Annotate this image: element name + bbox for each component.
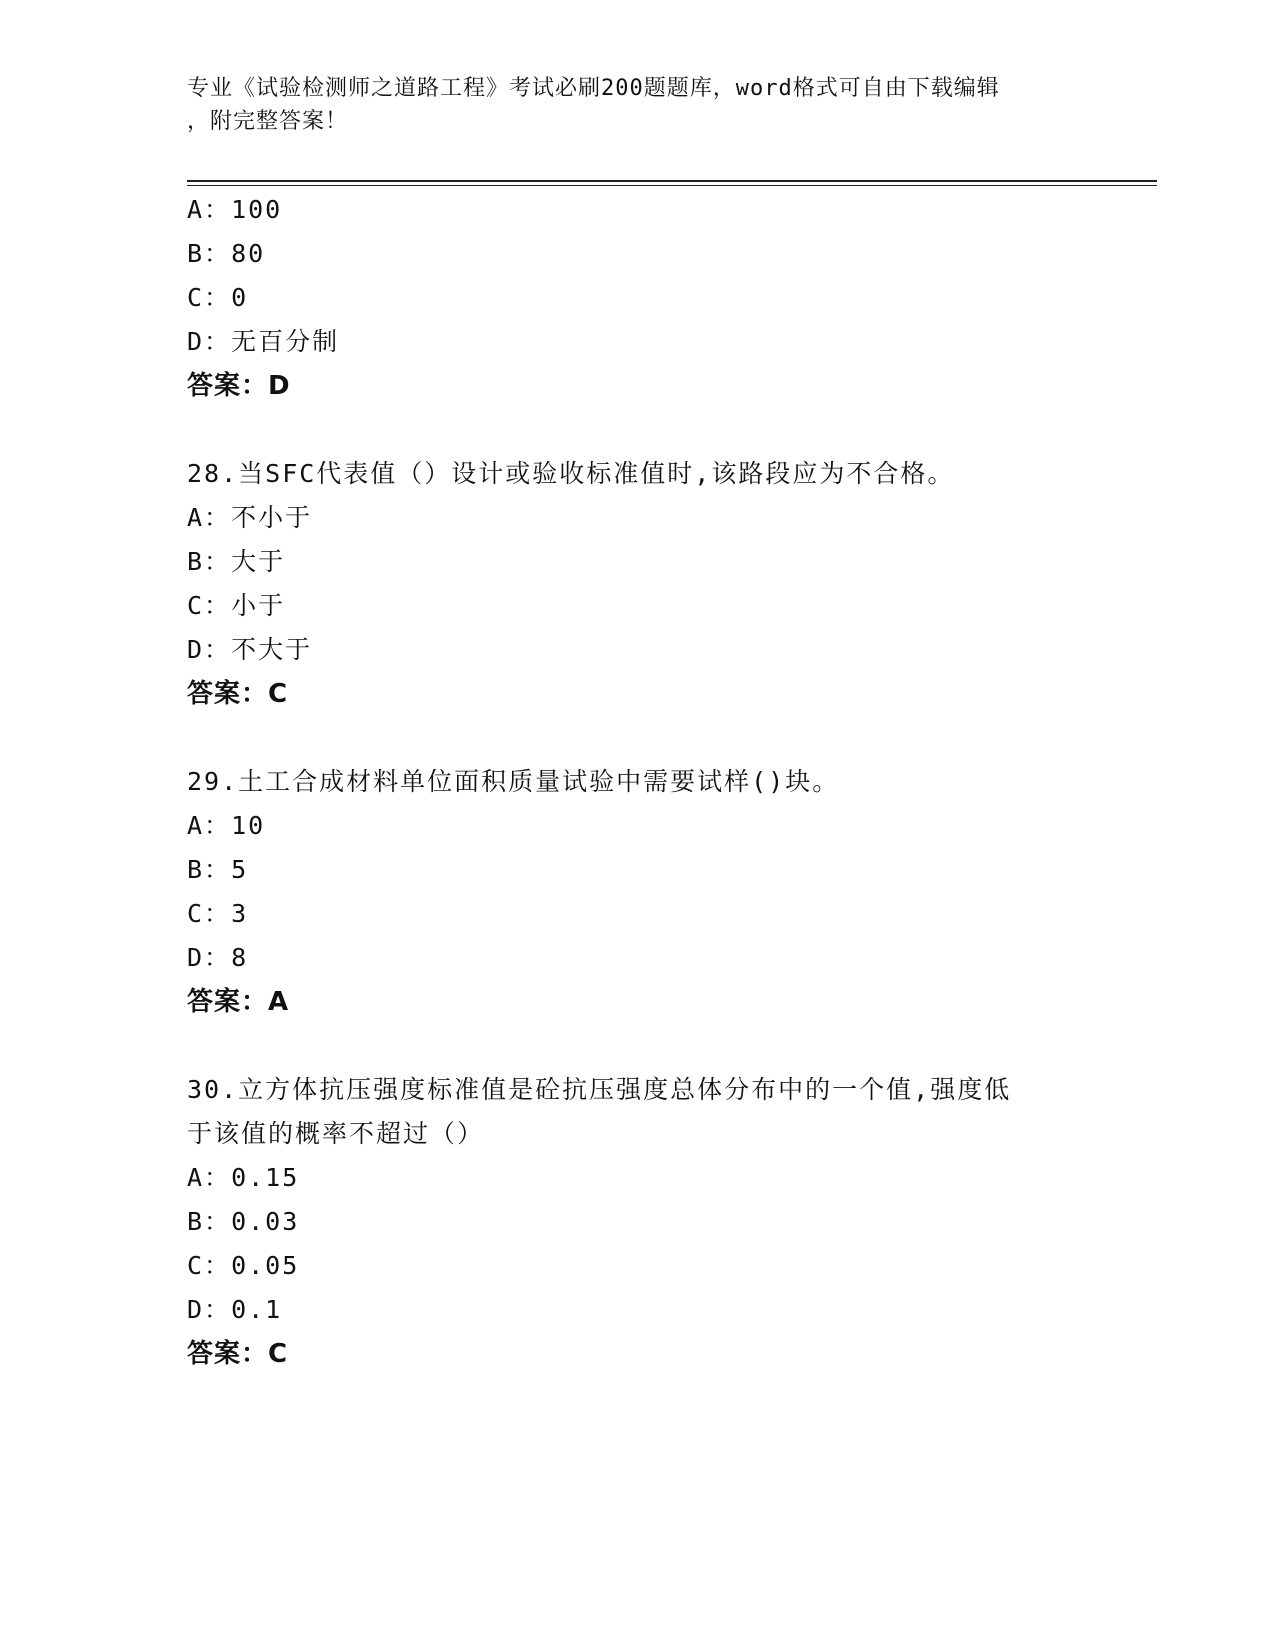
header-title-line2: ，附完整答案！ <box>187 109 349 134</box>
option-a <box>187 1163 299 1193</box>
option-c <box>187 1251 299 1281</box>
option-text: 0.1 <box>231 1295 283 1324</box>
option-d <box>187 327 339 357</box>
option-text: 3 <box>231 899 249 928</box>
option-d <box>187 635 312 665</box>
option-key: A： <box>187 195 232 224</box>
option-text: 无百分制 <box>231 327 340 356</box>
option-c <box>187 591 285 621</box>
option-c <box>187 899 248 929</box>
option-a <box>187 503 312 533</box>
option-key: C： <box>187 1251 232 1280</box>
option-key: C： <box>187 591 232 620</box>
question-29: 29.土工合成材料单位面积质量试验中需要试样()块。 <box>187 767 840 796</box>
option-d <box>187 943 248 973</box>
option-text: 0 <box>231 283 249 312</box>
option-text: 不大于 <box>231 635 313 664</box>
answer-line: 答案：D <box>187 371 291 401</box>
option-text: 80 <box>231 239 266 268</box>
option-text: 0.15 <box>231 1163 300 1192</box>
header-divider-thin <box>187 185 1157 186</box>
option-text: 0.05 <box>231 1251 300 1280</box>
header-divider-thick <box>187 180 1157 182</box>
option-b <box>187 855 248 885</box>
option-key: A： <box>187 503 232 532</box>
option-a <box>187 195 282 225</box>
option-d <box>187 1295 282 1325</box>
option-key: D： <box>187 943 232 972</box>
option-key: A： <box>187 1163 232 1192</box>
answer-line: 答案：C <box>187 1339 289 1369</box>
option-b <box>187 239 265 269</box>
header-title-line1: 专业《试验检测师之道路工程》考试必刷200题题库，word格式可自由下载编辑 <box>187 76 1000 101</box>
answer-line: 答案：A <box>187 987 290 1017</box>
option-key: D： <box>187 327 232 356</box>
question-28: 28.当SFC代表值（）设计或验收标准值时,该路段应为不合格。 <box>187 459 955 488</box>
option-text: 小于 <box>231 591 286 620</box>
option-key: D： <box>187 1295 232 1324</box>
option-text: 5 <box>231 855 249 884</box>
option-text: 0.03 <box>231 1207 300 1236</box>
option-key: B： <box>187 1207 232 1236</box>
document-header <box>187 72 1087 138</box>
option-text: 10 <box>231 811 266 840</box>
option-key: B： <box>187 855 232 884</box>
option-text: 100 <box>231 195 283 224</box>
option-key: B： <box>187 239 232 268</box>
option-b <box>187 1207 299 1237</box>
option-a <box>187 811 265 841</box>
option-key: A： <box>187 811 232 840</box>
option-b <box>187 547 285 577</box>
option-c <box>187 283 248 313</box>
option-key: B： <box>187 547 232 576</box>
question-30-line1: 30.立方体抗压强度标准值是砼抗压强度总体分布中的一个值,强度低 <box>187 1075 1012 1104</box>
option-text: 大于 <box>231 547 286 576</box>
question-30-line2: 于该值的概率不超过（） <box>187 1119 485 1148</box>
option-text: 8 <box>231 943 249 972</box>
option-text: 不小于 <box>231 503 313 532</box>
option-key: C： <box>187 899 232 928</box>
option-key: C： <box>187 283 232 312</box>
answer-line: 答案：C <box>187 679 289 709</box>
option-key: D： <box>187 635 232 664</box>
